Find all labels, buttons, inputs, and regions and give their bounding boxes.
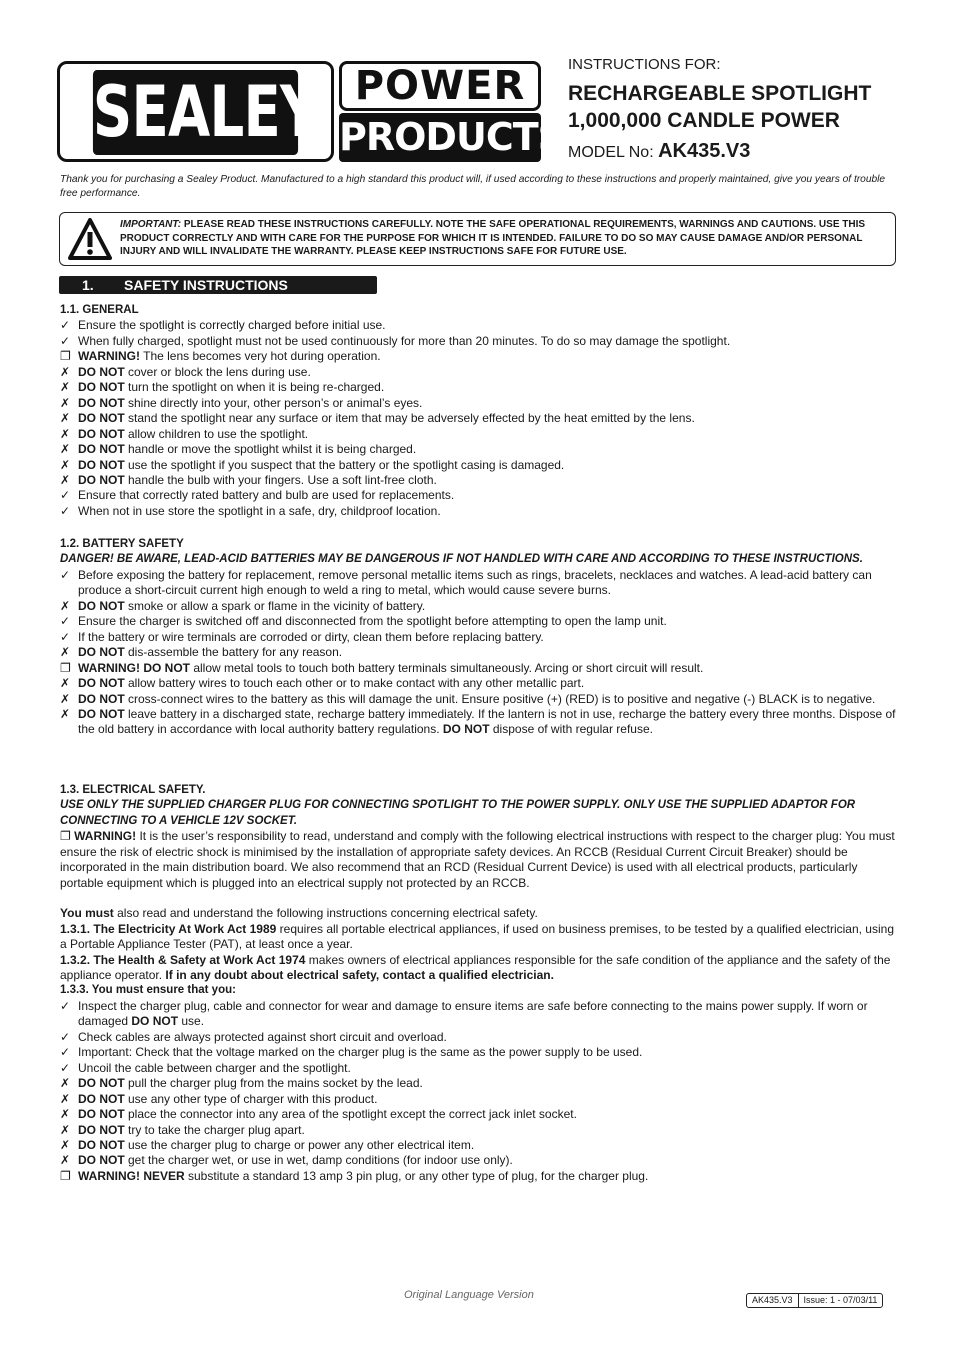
cross-icon: ✗ <box>60 645 71 660</box>
list-item <box>60 380 898 395</box>
item-text: dispose of with regular refuse. <box>489 722 653 737</box>
electrical-danger-text: USE ONLY THE SUPPLIED CHARGER PLUG FOR CONNECTING SPOTLIGHT TO THE POWER SUPPLY. ONLY USE THE SUPPLIED ADAPTOR FOR CONNECTING TO A VEHICLE 12V SOCKET. <box>60 799 856 827</box>
item-text: dis-assemble the battery for any reason. <box>124 645 343 660</box>
model-label: MODEL No: <box>568 144 654 161</box>
list-item <box>60 318 898 333</box>
item-emphasis: DO NOT <box>78 1153 125 1168</box>
item-text: Inspect the charger plug, cable and connector for wear and damage to ensure items are safe before connecting to the mains power supply. If worn or damaged <box>78 998 868 1029</box>
cross-icon: ✗ <box>60 380 71 395</box>
footer-issue: Issue: 1 - 07/03/11 <box>798 1294 883 1307</box>
item-text: handle or move the spotlight whilst it is being charged. <box>124 442 417 457</box>
item-emphasis: DO NOT <box>78 676 125 691</box>
cross-icon: ✗ <box>60 1122 71 1137</box>
act-1974-text: makes owners of electrical appliances responsible for the safe condition of the appliance and the safety of the appliance operator. <box>60 952 891 982</box>
cross-icon: ✗ <box>60 426 71 441</box>
item-text: The lens becomes very hot during operation. <box>140 349 381 364</box>
list-item <box>60 1045 898 1060</box>
list-item <box>60 1030 898 1045</box>
item-emphasis: DO NOT <box>78 472 125 487</box>
list-item <box>60 676 898 691</box>
footer-version: Original Language Version <box>404 1289 534 1301</box>
you-must-paragraph <box>60 906 898 921</box>
item-text: Before exposing the battery for replacement, remove personal metallic items such as rings, bracelets, necklaces and watches. A lead-acid battery can produce a short-circuit current high enough to weld a ring to metal, which would cause severe burns. <box>78 567 872 598</box>
item-emphasis: WARNING! DO NOT <box>78 660 190 675</box>
list-item <box>60 334 898 349</box>
list-item <box>60 1061 898 1076</box>
warning-text: It is the user’s responsibility to read, understand and comply with the following electrical instructions with respect to the charger plug: You must ensure the risk of electric shock is minimised by the installation of appropriate safety devices. An RCCB (Residual Current Circuit Breaker) should be incorporated in the main distribution board. We also recommend that an RCD (Residual Current Device) is used with all electrical products, particularly portable equipment which is plugged into an electrical supply not protected by an RCCB. <box>60 829 895 890</box>
list-item <box>60 630 898 645</box>
products-logo: PRODUCTS <box>339 113 541 162</box>
general-section <box>60 303 898 519</box>
item-text: When not in use store the spotlight in a safe, dry, childproof location. <box>78 503 441 518</box>
item-text: Important: Check that the voltage marked on the charger plug is the same as the power supply to be used. <box>78 1045 643 1060</box>
list-item <box>60 458 898 473</box>
check-icon: ✓ <box>60 1060 71 1075</box>
list-item <box>60 1092 898 1107</box>
item-text: leave battery in a discharged state, recharge battery immediately. If the lantern is not in use, recharge the battery every three months. Dispose of the old battery in accordance with local authority battery regulations. <box>78 706 896 737</box>
item-text: cover or block the lens during use. <box>124 364 311 379</box>
item-text: pull the charger plug from the mains socket by the lead. <box>124 1076 423 1091</box>
item-text: allow battery wires to touch each other or to make contact with any other metallic part. <box>124 676 585 691</box>
item-emphasis: DO NOT <box>78 380 125 395</box>
section-title: SAFETY INSTRUCTIONS <box>124 277 288 293</box>
list-item <box>60 645 898 660</box>
check-icon: ✓ <box>60 318 71 333</box>
item-emphasis: DO NOT <box>442 722 490 737</box>
power-logo: POWER <box>339 61 541 111</box>
list-item <box>60 427 898 442</box>
model-number: AK435.V3 <box>658 140 751 162</box>
list-item <box>60 568 898 599</box>
list-item <box>60 999 898 1030</box>
footer-model: AK435.V3 <box>752 1295 793 1305</box>
checkbox-icon: ❐ <box>60 829 71 844</box>
act-1989-label: 1.3.1. The Electricity At Work Act 1989 <box>60 921 277 936</box>
list-item <box>60 1169 898 1184</box>
electrical-heading: 1.3. ELECTRICAL SAFETY. <box>60 784 206 796</box>
check-icon: ✓ <box>60 629 71 644</box>
item-emphasis: WARNING! <box>78 349 140 364</box>
check-icon: ✓ <box>60 567 71 582</box>
cross-icon: ✗ <box>60 1091 71 1106</box>
item-text: Ensure that correctly rated battery and bulb are used for replacements. <box>78 488 455 503</box>
battery-danger-text: DANGER! BE AWARE, LEAD-ACID BATTERIES MAY BE DANGEROUS IF NOT HANDLED WITH CARE AND ACCORDING TO THESE INSTRUCTIONS. <box>60 553 863 566</box>
footer-reference-box <box>746 1293 883 1308</box>
item-text: Ensure the spotlight is correctly charged before initial use. <box>78 318 386 333</box>
item-emphasis: DO NOT <box>78 1091 125 1106</box>
checkbox-icon: ❐ <box>60 1168 71 1183</box>
cross-icon: ✗ <box>60 691 71 706</box>
item-emphasis: DO NOT <box>78 1137 125 1152</box>
item-text: get the charger wet, or use in wet, damp conditions (for indoor use only). <box>124 1153 513 1168</box>
list-item <box>60 1076 898 1091</box>
item-emphasis: DO NOT <box>78 645 125 660</box>
list-item <box>60 707 898 738</box>
product-title-line1: RECHARGEABLE SPOTLIGHT <box>568 82 872 105</box>
item-emphasis: DO NOT <box>78 457 125 472</box>
item-text: When fully charged, spotlight must not be used continuously for more than 20 minutes. To do so may damage the spotlight. <box>78 333 731 348</box>
item-text: shine directly into your, other person’s or animal’s eyes. <box>124 395 423 410</box>
important-notice-text <box>120 218 892 259</box>
important-notice-box <box>59 212 896 266</box>
cross-icon: ✗ <box>60 364 71 379</box>
item-emphasis: DO NOT <box>78 706 125 721</box>
general-heading: 1.1. GENERAL <box>60 304 139 316</box>
electrical-warning <box>60 829 898 891</box>
list-item <box>60 1123 898 1138</box>
check-icon: ✓ <box>60 998 71 1013</box>
check-icon: ✓ <box>60 1045 71 1060</box>
item-text: use the spotlight if you suspect that the battery or the spotlight casing is damaged. <box>124 457 565 472</box>
check-icon: ✓ <box>60 1029 71 1044</box>
item-emphasis: WARNING! NEVER <box>78 1168 185 1183</box>
electrical-list <box>60 999 898 1184</box>
item-text: Check cables are always protected against short circuit and overload. <box>78 1029 447 1044</box>
item-emphasis: DO NOT <box>131 1014 179 1029</box>
list-item <box>60 1153 898 1168</box>
sealey-logo <box>57 61 334 162</box>
electrical-section <box>60 783 898 1184</box>
list-item <box>60 488 898 503</box>
battery-heading: 1.2. BATTERY SAFETY <box>60 538 184 550</box>
health-safety-paragraph <box>60 953 898 984</box>
item-emphasis: DO NOT <box>78 426 125 441</box>
item-text: allow metal tools to touch both battery terminals simultaneously. Arcing or short circuit will result. <box>190 660 704 675</box>
cross-icon: ✗ <box>60 472 71 487</box>
list-item <box>60 396 898 411</box>
item-emphasis: DO NOT <box>78 1122 125 1137</box>
act-1974-advice: If in any doubt about electrical safety, contact a qualified electrician. <box>165 967 554 982</box>
cross-icon: ✗ <box>60 1076 71 1091</box>
ensure-heading: 1.3.3. You must ensure that you: <box>60 984 236 997</box>
list-item <box>60 692 898 707</box>
list-item <box>60 349 898 364</box>
warning-label: WARNING! <box>74 829 137 844</box>
battery-section <box>60 537 898 738</box>
item-emphasis: DO NOT <box>78 411 125 426</box>
instructions-for-label: INSTRUCTIONS FOR: <box>568 56 721 73</box>
item-text: substitute a standard 13 amp 3 pin plug, or any other type of plug, for the charger plug. <box>184 1168 649 1183</box>
cross-icon: ✗ <box>60 411 71 426</box>
list-item <box>60 442 898 457</box>
cross-icon: ✗ <box>60 706 71 721</box>
intro-text: Thank you for purchasing a Sealey Product. Manufactured to a high standard this product will, if used according to these instructions and properly maintained, give you years of trouble free performance. <box>60 174 886 199</box>
item-text: use any other type of charger with this product. <box>124 1091 378 1106</box>
act-1989-text: requires all portable electrical appliances, if used on business premises, to be tested by a qualified electrician, using a Portable Appliance Tester (PAT), at least once a year. <box>60 921 894 952</box>
item-text: If the battery or wire terminals are corroded or dirty, clean them before replacing battery. <box>78 629 544 644</box>
item-emphasis: DO NOT <box>78 395 125 410</box>
item-text: Uncoil the cable between charger and the spotlight. <box>78 1060 351 1075</box>
checkbox-icon: ❐ <box>60 349 71 364</box>
item-emphasis: DO NOT <box>78 598 125 613</box>
item-text: Ensure the charger is switched off and disconnected from the spotlight before attempting to open the lamp unit. <box>78 614 667 629</box>
check-icon: ✓ <box>60 333 71 348</box>
cross-icon: ✗ <box>60 1107 71 1122</box>
product-title-line2: 1,000,000 CANDLE POWER <box>568 109 840 132</box>
cross-icon: ✗ <box>60 395 71 410</box>
electricity-at-work-paragraph <box>60 922 898 953</box>
item-text: use the charger plug to charge or power any other electrical item. <box>124 1137 475 1152</box>
cross-icon: ✗ <box>60 442 71 457</box>
cross-icon: ✗ <box>60 1153 71 1168</box>
list-item <box>60 661 898 676</box>
item-emphasis: DO NOT <box>78 1107 125 1122</box>
general-list <box>60 318 898 519</box>
check-icon: ✓ <box>60 503 71 518</box>
cross-icon: ✗ <box>60 676 71 691</box>
item-text: use. <box>178 1014 205 1029</box>
item-text: cross-connect wires to the battery as this will damage the unit. Ensure positive (+) (RED) is to positive and negative (-) BLACK is to negative. <box>124 691 876 706</box>
item-text: allow children to use the spotlight. <box>124 426 309 441</box>
item-text: smoke or allow a spark or flame in the vicinity of battery. <box>124 598 426 613</box>
model-line <box>568 140 750 163</box>
list-item <box>60 504 898 519</box>
list-item <box>60 473 898 488</box>
you-must-text: also read and understand the following instructions concerning electrical safety. <box>113 906 538 921</box>
item-text: try to take the charger plug apart. <box>124 1122 305 1137</box>
act-1974-label: 1.3.2. The Health & Safety at Work Act 1974 <box>60 952 306 967</box>
battery-list <box>60 568 898 738</box>
cross-icon: ✗ <box>60 457 71 472</box>
section-heading-safety <box>59 276 377 294</box>
check-icon: ✓ <box>60 488 71 503</box>
list-item <box>60 1107 898 1122</box>
item-text: stand the spotlight near any surface or item that may be adversely effected by the heat emitted by the lens. <box>124 411 695 426</box>
section-number: 1. <box>82 277 94 293</box>
item-emphasis: DO NOT <box>78 1076 125 1091</box>
important-label: IMPORTANT: <box>120 219 182 230</box>
important-body: PLEASE READ THESE INSTRUCTIONS CAREFULLY. NOTE THE SAFE OPERATIONAL REQUIREMENTS, WARNINGS AND CAUTIONS. USE THIS PRODUCT CORRECTLY AND WITH CARE FOR THE PURPOSE FOR WHICH IT IS INTENDED. FAILURE TO DO SO MAY CAUSE DAMAGE AND/OR PERSONAL INJURY AND WILL INVALIDATE THE WARRANTY. PLEASE KEEP INSTRUCTIONS SAFE FOR FUTURE USE. <box>120 219 866 257</box>
sealey-logo-text: SEALEY <box>92 71 319 153</box>
list-item <box>60 411 898 426</box>
warning-triangle-icon <box>68 218 112 260</box>
item-emphasis: DO NOT <box>78 691 125 706</box>
cross-icon: ✗ <box>60 1137 71 1152</box>
check-icon: ✓ <box>60 614 71 629</box>
list-item <box>60 365 898 380</box>
you-must-label: You must <box>60 906 114 921</box>
cross-icon: ✗ <box>60 598 71 613</box>
item-emphasis: DO NOT <box>78 442 125 457</box>
item-text: turn the spotlight on when it is being re-charged. <box>124 380 385 395</box>
checkbox-icon: ❐ <box>60 660 71 675</box>
list-item <box>60 599 898 614</box>
list-item <box>60 1138 898 1153</box>
list-item <box>60 614 898 629</box>
item-emphasis: DO NOT <box>78 364 125 379</box>
item-text: handle the bulb with your fingers. Use a soft lint-free cloth. <box>124 472 437 487</box>
item-text: place the connector into any area of the spotlight except the correct jack inlet socket. <box>124 1107 577 1122</box>
